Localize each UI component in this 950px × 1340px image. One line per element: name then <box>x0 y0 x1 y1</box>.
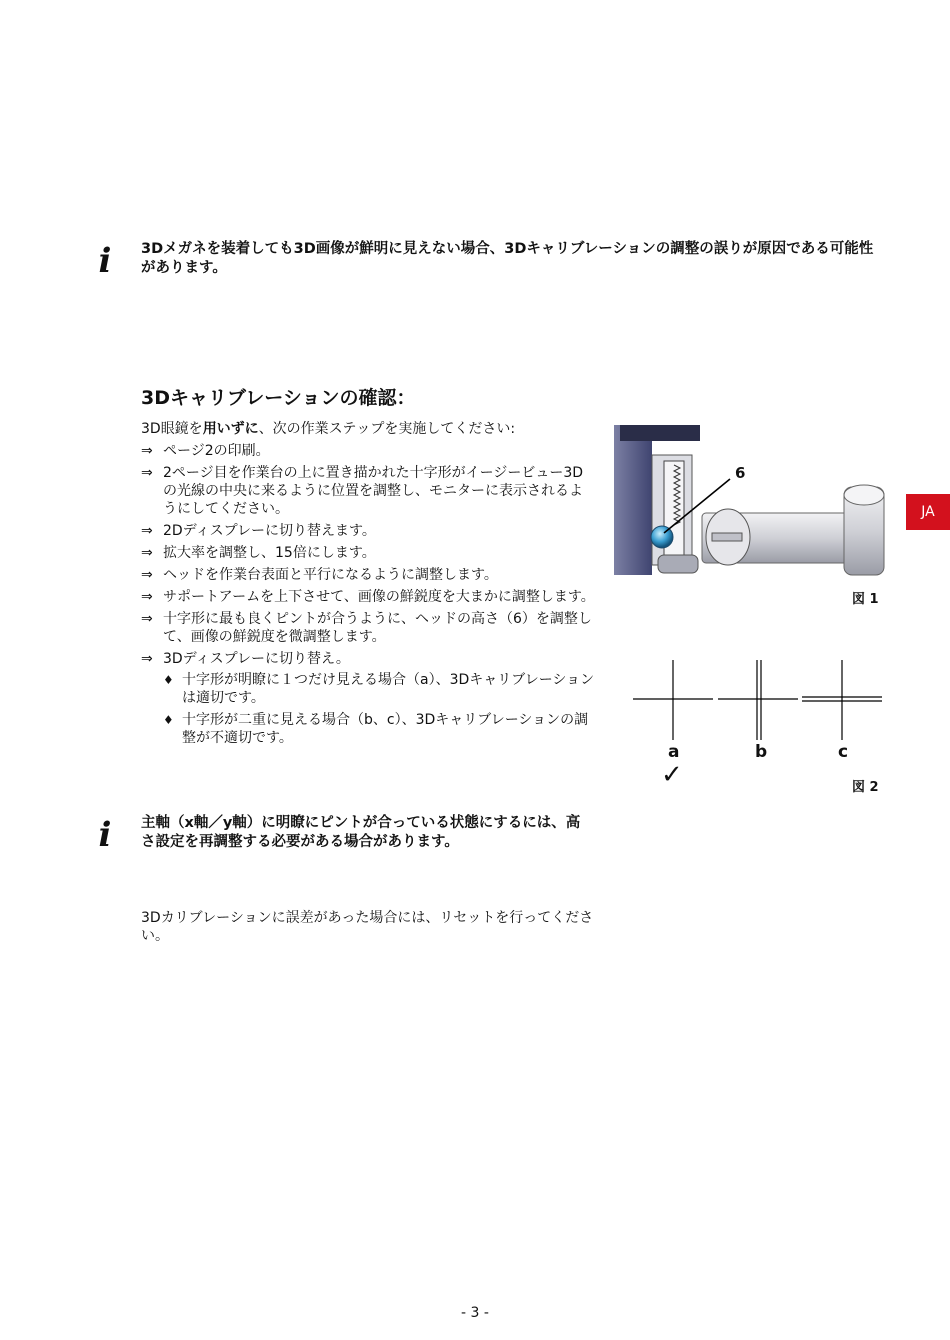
arrow-icon: ⇒ <box>141 545 153 561</box>
step-text: サポートアームを上下させて、画像の鮮鋭度を大まかに調整します。 <box>163 589 595 605</box>
step-item <box>141 544 596 562</box>
step-text: 2Dディスプレーに切り替えます。 <box>163 523 376 539</box>
diamond-bullet-icon: ♦ <box>163 713 174 727</box>
crosshair-c <box>802 660 882 740</box>
arrow-icon: ⇒ <box>141 443 153 459</box>
arrow-icon: ⇒ <box>141 651 153 667</box>
step-item <box>141 442 596 460</box>
step-text: 十字形に最も良くピントが合うように、ヘッドの高さ（6）を調整して、画像の鮮鋭度を微調整します。 <box>163 611 592 645</box>
figure-2-caption: 図 2 <box>852 780 879 795</box>
sub-step-text: 十字形が明瞭に１つだけ見える場合（a）、3Dキャリブレーションは適切です。 <box>182 672 595 706</box>
crosshair-a <box>633 660 713 740</box>
intro-suffix: 、次の作業ステップを実施してください: <box>258 421 516 437</box>
info-note-3d-glasses: 3Dメガネを装着しても3D画像が鮮明に見えない場合、3Dキャリブレーションの調整の誤りが原因である可能性があります。 <box>141 241 874 276</box>
step-item <box>141 588 596 606</box>
arrow-icon: ⇒ <box>141 589 153 605</box>
info-icon: i <box>98 815 112 855</box>
figure-2-label-b: b <box>755 742 768 762</box>
step-text: 3Dディスプレーに切り替え。 <box>163 651 350 667</box>
figure-1-illustration <box>612 425 892 585</box>
step-text: ヘッドを作業台表面と平行になるように調整します。 <box>163 567 498 583</box>
step-text: 2ページ目を作業台の上に置き描かれた十字形がイージービュー3Dの光線の中央に来るように位置を調整し、モニターに表示されるようにしてください。 <box>163 465 584 517</box>
section-title: 3Dキャリブレーションの確認： <box>141 387 416 409</box>
sub-step-list <box>163 671 596 747</box>
info-note-focus: 主軸（x軸／y軸）に明瞭にピントが合っている状態にするには、高さ設定を再調整する必要がある場合があります。 <box>141 815 581 850</box>
intro-bold: 用いずに <box>202 421 259 437</box>
figure-2-crosshairs <box>628 655 888 745</box>
step-item <box>141 522 596 540</box>
figure-2-label-c: c <box>838 742 849 762</box>
arrow-icon: ⇒ <box>141 611 153 627</box>
step-item <box>141 464 596 518</box>
crosshair-b <box>718 660 798 740</box>
intro-prefix: 3D眼鏡を <box>141 421 203 437</box>
step-text: 拡大率を調整し、15倍にします。 <box>163 545 376 561</box>
reset-text: 3Dカリブレーションに誤差があった場合には、リセットを行ってください。 <box>141 910 594 944</box>
page-number: - 3 - <box>461 1305 489 1321</box>
step-item <box>141 650 596 747</box>
figure-1-caption: 図 1 <box>852 592 879 607</box>
figure-2-label-a: a <box>668 742 680 762</box>
step-item <box>141 566 596 584</box>
figure-1-callout: 6 <box>735 464 746 482</box>
arrow-icon: ⇒ <box>141 465 153 481</box>
checkmark-icon: ✓ <box>661 760 683 790</box>
sub-step-text: 十字形が二重に見える場合（b、c）、3Dキャリブレーションの調整が不適切です。 <box>182 712 589 746</box>
sub-step-item <box>163 671 596 707</box>
info-icon: i <box>98 241 112 281</box>
step-text: ページ2の印刷。 <box>163 443 270 459</box>
intro-text <box>141 420 596 438</box>
arrow-icon: ⇒ <box>141 567 153 583</box>
language-tab: JA <box>906 494 950 530</box>
step-item <box>141 610 596 646</box>
arrow-icon: ⇒ <box>141 523 153 539</box>
step-list <box>141 442 596 751</box>
sub-step-item <box>163 711 596 747</box>
diamond-bullet-icon: ♦ <box>163 673 174 687</box>
